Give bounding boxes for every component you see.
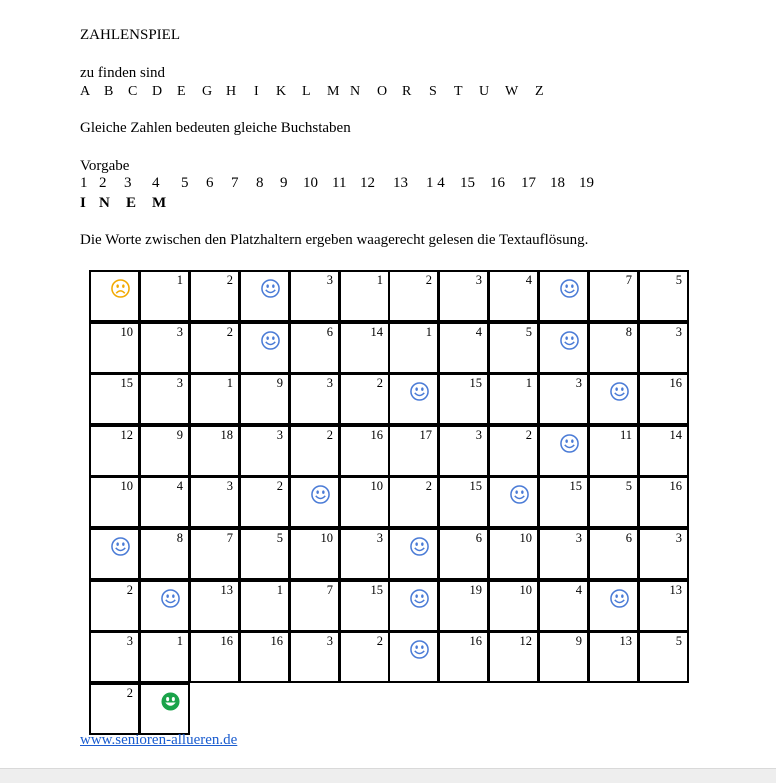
grid-cell	[488, 373, 539, 425]
vorgabe-number: 18	[550, 175, 565, 191]
grid-cell	[638, 476, 689, 528]
grid-cell	[388, 425, 439, 477]
grid-cell	[538, 580, 589, 632]
vorgabe-number: 17	[521, 175, 536, 191]
cell-number: 16	[220, 634, 233, 648]
smiley-icon	[560, 434, 579, 453]
grid-cell	[289, 476, 340, 528]
grid-cell	[388, 270, 439, 322]
grid-cell	[488, 528, 539, 580]
grid-cell	[339, 528, 390, 580]
letter-item: U	[479, 84, 490, 99]
website-link[interactable]: www.senioren-allueren.de	[80, 732, 238, 748]
cell-number: 6	[326, 325, 333, 339]
grid-cell	[239, 476, 290, 528]
grid-cell	[139, 373, 190, 425]
cell-number: 4	[475, 325, 482, 339]
cell-number: 1	[425, 325, 432, 339]
cell-number: 3	[575, 531, 582, 545]
grid-cell	[139, 476, 190, 528]
cell-number: 3	[675, 531, 682, 545]
cell-number: 3	[226, 479, 233, 493]
grid-cell	[239, 425, 290, 477]
cell-number: 10	[519, 583, 532, 597]
letter-item: B	[104, 84, 114, 99]
cell-number: 2	[525, 428, 532, 442]
cell-number: 5	[625, 479, 632, 493]
grid-cell	[239, 528, 290, 580]
cell-number: 16	[469, 634, 482, 648]
cell-number: 3	[276, 428, 283, 442]
grid-cell	[538, 322, 589, 374]
cell-number: 16	[669, 376, 682, 390]
letter-item: M	[327, 84, 340, 99]
cell-number: 10	[519, 531, 532, 545]
letter-item: O	[377, 84, 388, 99]
cell-number: 13	[220, 583, 233, 597]
cell-number: 16	[669, 479, 682, 493]
letter-item: A	[80, 84, 91, 99]
grid-cell	[488, 270, 539, 322]
vorgabe-letter: I	[80, 195, 86, 211]
cell-number: 14	[669, 428, 682, 442]
grid-cell	[89, 580, 140, 632]
vorgabe-number: 5	[181, 175, 189, 191]
cell-number: 2	[425, 273, 432, 287]
grid-cell	[139, 270, 190, 322]
green-smiley-icon	[161, 692, 180, 711]
grid-cell	[139, 322, 190, 374]
grid-cell	[438, 580, 489, 632]
cell-number: 16	[370, 428, 383, 442]
grid-cell	[339, 580, 390, 632]
smiley-icon	[510, 485, 529, 504]
cell-number: 4	[525, 273, 532, 287]
grid-cell	[89, 631, 140, 683]
grid-cell	[289, 373, 340, 425]
grid-cell	[189, 425, 240, 477]
cell-number: 10	[120, 479, 133, 493]
cell-number: 5	[525, 325, 532, 339]
grid-cell	[339, 270, 390, 322]
grid-cell	[438, 270, 489, 322]
cell-number: 14	[370, 325, 383, 339]
grid-cell	[189, 476, 240, 528]
cell-number: 12	[120, 428, 133, 442]
smiley-icon	[111, 537, 130, 556]
grid-cell	[239, 631, 290, 683]
cell-number: 9	[575, 634, 582, 648]
grid-cell	[638, 373, 689, 425]
grid-cell	[239, 322, 290, 374]
cell-number: 7	[326, 583, 333, 597]
grid-cell	[438, 476, 489, 528]
cell-number: 13	[669, 583, 682, 597]
letter-item: S	[429, 84, 437, 99]
grid-cell	[239, 270, 290, 322]
grid-cell	[139, 528, 190, 580]
cell-number: 2	[226, 273, 233, 287]
cell-number: 3	[326, 376, 333, 390]
grid-cell	[139, 631, 190, 683]
cell-number: 9	[276, 376, 283, 390]
cell-number: 15	[370, 583, 383, 597]
vorgabe-number: 10	[303, 175, 318, 191]
cell-number: 3	[475, 428, 482, 442]
vorgabe-number: 8	[256, 175, 264, 191]
grid-cell	[438, 322, 489, 374]
cell-number: 8	[176, 531, 183, 545]
grid-cell	[189, 528, 240, 580]
grid-cell	[189, 580, 240, 632]
cell-number: 2	[276, 479, 283, 493]
cell-number: 9	[176, 428, 183, 442]
cell-number: 3	[126, 634, 133, 648]
letter-item: G	[202, 84, 213, 99]
smiley-icon	[410, 589, 429, 608]
cell-number: 3	[326, 273, 333, 287]
letter-item: R	[402, 84, 412, 99]
grid-cell	[638, 425, 689, 477]
cell-number: 16	[270, 634, 283, 648]
vorgabe-label: Vorgabe	[80, 158, 130, 174]
cell-number: 15	[469, 479, 482, 493]
vorgabe-number: 11	[332, 175, 347, 191]
grid-cell	[89, 528, 140, 580]
smiley-icon	[410, 537, 429, 556]
cell-number: 4	[176, 479, 183, 493]
grid-cell	[189, 322, 240, 374]
grid-cell	[339, 476, 390, 528]
letter-item: D	[152, 84, 163, 99]
cell-number: 7	[226, 531, 233, 545]
grid-cell	[289, 528, 340, 580]
grid-cell	[638, 270, 689, 322]
grid-cell	[638, 580, 689, 632]
vorgabe-number: 7	[231, 175, 239, 191]
grid-cell	[538, 631, 589, 683]
grid-cell	[388, 373, 439, 425]
grid-cell	[488, 425, 539, 477]
cell-number: 2	[126, 583, 133, 597]
smiley-icon	[410, 640, 429, 659]
grid-cell	[139, 683, 190, 735]
grid-cell	[538, 528, 589, 580]
smiley-icon	[560, 279, 579, 298]
smiley-icon	[610, 382, 629, 401]
grid-cell	[139, 425, 190, 477]
grid-cell	[438, 631, 489, 683]
cell-number: 1	[176, 634, 183, 648]
cell-number: 1	[276, 583, 283, 597]
cell-number: 1	[525, 376, 532, 390]
grid-cell	[189, 631, 240, 683]
cell-number: 8	[625, 325, 632, 339]
grid-cell	[588, 270, 639, 322]
letter-item: Z	[535, 84, 544, 99]
grid-cell	[139, 580, 190, 632]
grid-cell	[89, 683, 140, 735]
vorgabe-number: 1	[80, 175, 88, 191]
cell-number: 1	[376, 273, 383, 287]
grid-cell	[538, 476, 589, 528]
grid-cell	[239, 580, 290, 632]
cell-number: 10	[370, 479, 383, 493]
cell-number: 1	[226, 376, 233, 390]
vorgabe-letter: N	[99, 195, 110, 211]
grid-cell	[488, 476, 539, 528]
grid-cell	[588, 476, 639, 528]
grid-cell	[488, 631, 539, 683]
grid-cell	[588, 580, 639, 632]
letter-item: W	[505, 84, 519, 99]
grid-cell	[89, 373, 140, 425]
vorgabe-number: 3	[124, 175, 132, 191]
grid-cell	[388, 580, 439, 632]
vorgabe-number: 4	[152, 175, 160, 191]
letter-item: K	[276, 84, 287, 99]
cell-number: 10	[120, 325, 133, 339]
cell-number: 7	[625, 273, 632, 287]
sad-smiley-icon	[111, 279, 130, 298]
letter-item: I	[254, 84, 259, 99]
grid-cell	[388, 322, 439, 374]
grid-cell	[488, 580, 539, 632]
cell-number: 5	[276, 531, 283, 545]
cell-number: 3	[176, 325, 183, 339]
grid-cell	[638, 322, 689, 374]
cell-number: 3	[475, 273, 482, 287]
vorgabe-number: 19	[579, 175, 594, 191]
cell-number: 4	[575, 583, 582, 597]
page-bottom-edge	[0, 768, 776, 783]
grid-cell	[638, 631, 689, 683]
vorgabe-number: 1 4	[426, 175, 445, 191]
cell-number: 15	[569, 479, 582, 493]
grid-cell	[588, 322, 639, 374]
grid-cell	[438, 373, 489, 425]
grid-cell	[588, 631, 639, 683]
grid-cell	[89, 476, 140, 528]
cell-number: 3	[675, 325, 682, 339]
cell-number: 15	[469, 376, 482, 390]
letter-item: H	[226, 84, 237, 99]
grid-cell	[339, 373, 390, 425]
grid-cell	[89, 425, 140, 477]
smiley-icon	[410, 382, 429, 401]
grid-cell	[588, 528, 639, 580]
grid-cell	[339, 631, 390, 683]
grid-cell	[488, 322, 539, 374]
grid-cell	[189, 270, 240, 322]
vorgabe-number: 6	[206, 175, 214, 191]
grid-cell	[588, 425, 639, 477]
cell-number: 5	[675, 273, 682, 287]
vorgabe-number: 2	[99, 175, 107, 191]
grid-cell	[289, 270, 340, 322]
grid-cell	[388, 476, 439, 528]
grid-cell	[638, 528, 689, 580]
vorgabe-letter: E	[126, 195, 137, 211]
cell-number: 3	[376, 531, 383, 545]
smiley-icon	[311, 485, 330, 504]
grid-cell	[89, 322, 140, 374]
cell-number: 2	[376, 634, 383, 648]
cell-number: 13	[619, 634, 632, 648]
cell-number: 3	[326, 634, 333, 648]
grid-cell	[89, 270, 140, 322]
cell-number: 2	[326, 428, 333, 442]
grid-cell	[239, 373, 290, 425]
grid-cell	[538, 270, 589, 322]
grid-cell	[339, 425, 390, 477]
letter-item: E	[177, 84, 186, 99]
cell-number: 18	[220, 428, 233, 442]
grid-cell	[438, 425, 489, 477]
grid-cell	[438, 528, 489, 580]
cell-number: 5	[675, 634, 682, 648]
grid-cell	[588, 373, 639, 425]
letter-item: N	[350, 84, 361, 99]
cell-number: 10	[320, 531, 333, 545]
smiley-icon	[610, 589, 629, 608]
cell-number: 1	[176, 273, 183, 287]
cell-number: 11	[619, 428, 632, 442]
cell-number: 15	[120, 376, 133, 390]
grid-cell	[289, 425, 340, 477]
smiley-icon	[560, 331, 579, 350]
vorgabe-number: 12	[360, 175, 375, 191]
cell-number: 3	[176, 376, 183, 390]
cell-number: 2	[126, 686, 133, 700]
cell-number: 3	[575, 376, 582, 390]
vorgabe-number: 15	[460, 175, 475, 191]
grid-cell	[538, 425, 589, 477]
cell-number: 6	[475, 531, 482, 545]
vorgabe-number: 9	[280, 175, 288, 191]
rule-text: Gleiche Zahlen bedeuten gleiche Buchstaben	[80, 120, 351, 136]
letter-item: C	[128, 84, 138, 99]
cell-number: 2	[226, 325, 233, 339]
cell-number: 17	[419, 428, 432, 442]
letter-item: T	[454, 84, 463, 99]
cell-number: 12	[519, 634, 532, 648]
grid-cell	[289, 322, 340, 374]
grid-cell	[289, 580, 340, 632]
cell-number: 2	[425, 479, 432, 493]
vorgabe-number: 13	[393, 175, 408, 191]
grid-cell	[388, 631, 439, 683]
find-label: zu finden sind	[80, 65, 165, 81]
cell-number: 2	[376, 376, 383, 390]
smiley-icon	[261, 331, 280, 350]
grid-cell	[538, 373, 589, 425]
smiley-icon	[261, 279, 280, 298]
smiley-icon	[161, 589, 180, 608]
page-title: ZAHLENSPIEL	[80, 27, 180, 43]
grid-cell	[388, 528, 439, 580]
grid-cell	[289, 631, 340, 683]
cell-number: 19	[469, 583, 482, 597]
grid-cell	[339, 322, 390, 374]
grid-cell	[189, 373, 240, 425]
letter-item: L	[302, 84, 311, 99]
cell-number: 6	[625, 531, 632, 545]
vorgabe-number: 16	[490, 175, 505, 191]
instruction-text: Die Worte zwischen den Platzhaltern ergeben waagerecht gelesen die Textauflösung.	[80, 232, 589, 248]
vorgabe-letter: M	[152, 195, 167, 211]
